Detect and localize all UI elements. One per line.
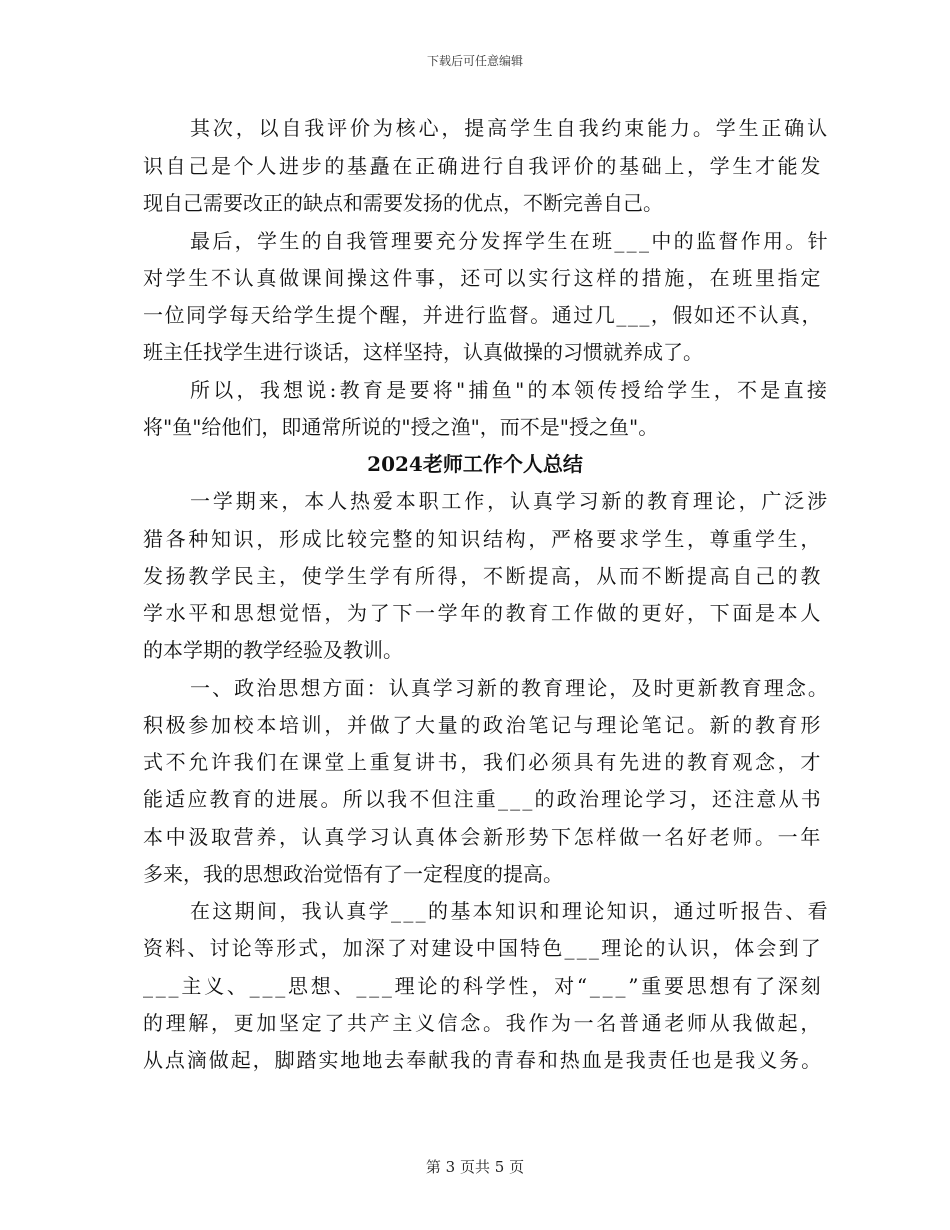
text-line: 多来，我的思想政治觉悟有了一定程度的提高。	[143, 862, 563, 886]
text-line: 从点滴做起，脚踏实地地去奉献我的青春和热血是我责任也是我义务。	[143, 1048, 823, 1072]
text-line: 识自己是个人进步的基矗在正确进行自我评价的基础上，学生才能发	[143, 154, 823, 178]
text-line: 班主任找学生进行谈话，这样坚持，认真做操的习惯就养成了。	[143, 340, 703, 364]
text-line: 的本学期的教学经验及教训。	[143, 638, 403, 662]
section-title: 2024老师工作个人总结	[367, 452, 583, 476]
text-line: 最后，学生的自我管理要充分发挥学生在班___中的监督作用。针	[190, 229, 830, 253]
text-line: 积极参加校本培训，并做了大量的政治笔记与理论笔记。新的教育形	[143, 713, 823, 737]
text-line: ___主义、___思想、___理论的科学性，对“___”重要思想有了深刻	[143, 974, 824, 998]
text-line: 将"鱼"给他们，即通常所说的"授之渔"，而不是"授之鱼"。	[143, 415, 659, 439]
text-line: 对学生不认真做课间操这件事，还可以实行这样的措施，在班里指定	[143, 266, 823, 290]
text-line: 在这期间，我认真学___的基本知识和理论知识，通过听报告、看	[190, 899, 830, 923]
text-line: 一、政治思想方面：认真学习新的教育理论，及时更新教育理念。	[190, 676, 830, 700]
text-line: 一位同学每天给学生提个醒，并进行监督。通过几___，假如还不认真，	[143, 303, 823, 327]
text-line: 本中汲取营养，认真学习认真体会新形势下怎样做一名好老师。一年	[143, 825, 823, 849]
text-line: 发扬教学民主，使学生学有所得，不断提高，从而不断提高自己的教	[143, 564, 823, 588]
text-line: 能适应教育的进展。所以我不但注重___的政治理论学习，还注意从书	[143, 787, 823, 811]
page-header: 下载后可任意编辑	[426, 54, 523, 68]
text-line: 式不允许我们在课堂上重复讲书，我们必须具有先进的教育观念，才	[143, 750, 823, 774]
page-footer: 第 3 页共 5 页	[425, 1158, 525, 1176]
text-line: 现自己需要改正的缺点和需要发扬的优点，不断完善自己。	[143, 191, 663, 215]
text-line: 所以，我想说:教育是要将"捕鱼"的本领传授给学生，不是直接	[190, 378, 831, 402]
text-line: 猎各种知识，形成比较完整的知识结构，严格要求学生，尊重学生，	[143, 527, 823, 551]
text-line: 的理解，更加坚定了共产主义信念。我作为一名普通老师从我做起，	[143, 1011, 823, 1035]
text-line: 一学期来，本人热爱本职工作，认真学习新的教育理论，广泛涉	[190, 489, 830, 513]
text-line: 学水平和思想觉悟，为了下一学年的教育工作做的更好，下面是本人	[143, 601, 823, 625]
text-line: 其次，以自我评价为核心，提高学生自我约束能力。学生正确认	[190, 116, 830, 140]
text-line: 资料、讨论等形式，加深了对建设中国特色___理论的认识，体会到了	[143, 936, 823, 960]
